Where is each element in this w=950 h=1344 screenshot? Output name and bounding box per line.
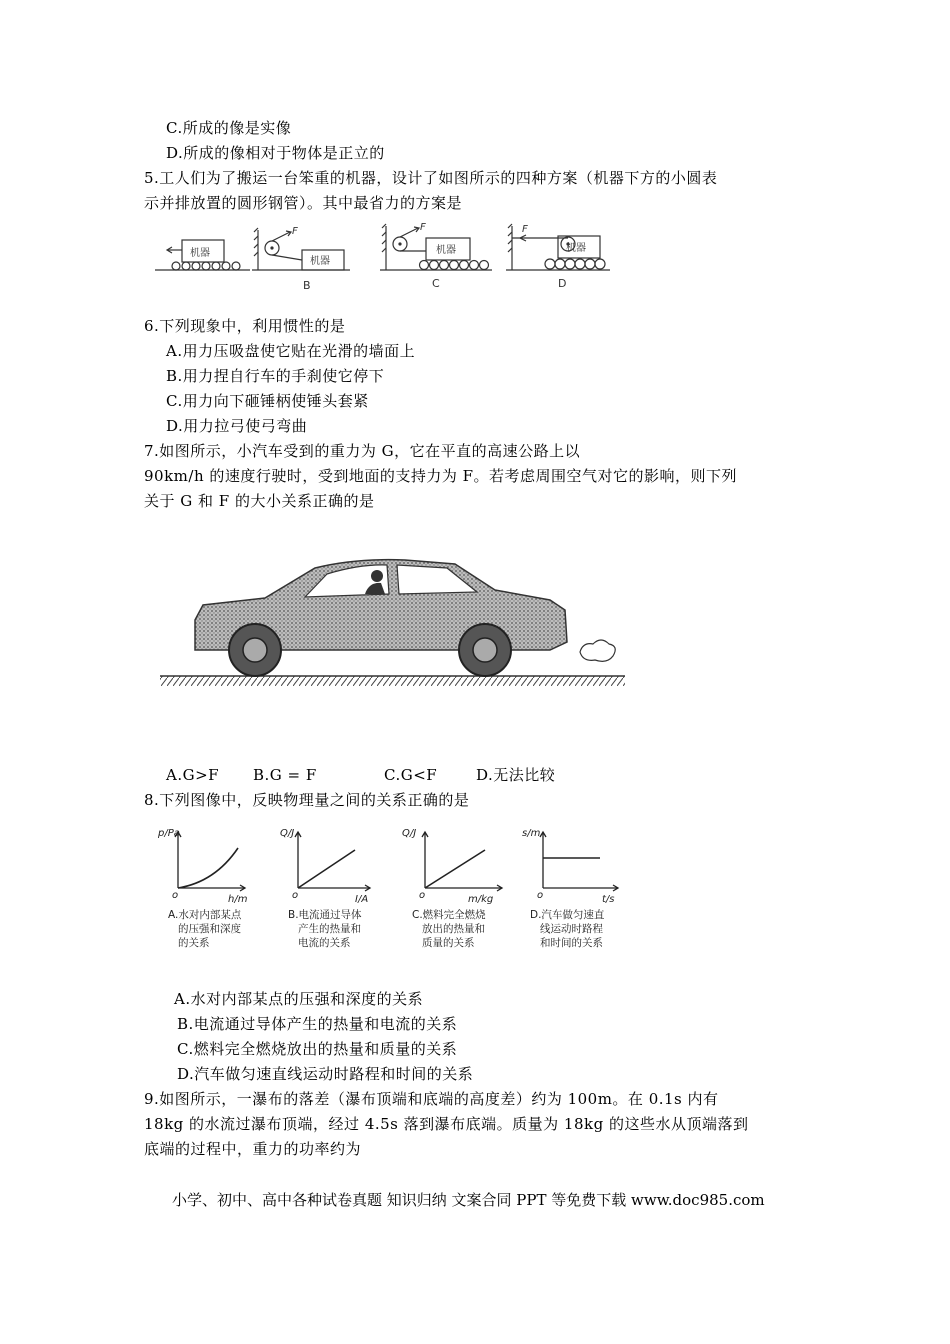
page-footer: 小学、初中、高中各种试卷真题 知识归纳 文案合同 PPT 等免费下载 www.doc985.com — [172, 1191, 765, 1209]
graph-c-origin: o — [419, 890, 426, 901]
q7-option-c: C.G<F — [384, 766, 438, 784]
q9-stem-line1: 9.如图所示，一瀑布的落差（瀑布顶端和底端的高度差）约为 100m。在 0.1s 内有 — [144, 1090, 719, 1108]
graph-d-caption-1: D.汽车做匀速直 — [530, 909, 605, 921]
q6-option-a: A.用力压吸盘使它贴在光滑的墙面上 — [166, 342, 416, 360]
q8-graphs — [150, 820, 630, 965]
q5-machine-label-a: 机器 — [190, 248, 210, 259]
q5-machine-label-d: 机器 — [566, 243, 586, 254]
q6-option-d: D.用力拉弓使弓弯曲 — [166, 417, 308, 435]
q8-option-a: A.水对内部某点的压强和深度的关系 — [174, 990, 424, 1008]
graph-a-caption-1: A.水对内部某点 — [168, 909, 242, 921]
q8-option-b: B.电流通过导体产生的热量和电流的关系 — [177, 1015, 458, 1033]
graph-a-caption-3: 的关系 — [178, 937, 210, 949]
graph-b-caption-3: 电流的关系 — [298, 937, 351, 949]
q7-option-b: B.G = F — [253, 766, 317, 784]
graph-d-caption-2: 线运动时路程 — [540, 923, 603, 935]
q4-option-c: C.所成的像是实像 — [166, 119, 292, 137]
graph-b-caption-2: 产生的热量和 — [298, 923, 361, 935]
graph-c-caption-2: 放出的热量和 — [422, 923, 485, 935]
graph-b-caption-1: B.电流通过导体 — [288, 909, 362, 921]
graph-b-ylabel: Q/J — [280, 828, 295, 839]
q8-option-c: C.燃料完全燃烧放出的热量和质量的关系 — [177, 1040, 458, 1058]
q7-stem-line1: 7.如图所示，小汽车受到的重力为 G，它在平直的高速公路上以 — [144, 442, 581, 460]
graph-b-xlabel: I/A — [355, 894, 369, 905]
q9-stem-line3: 底端的过程中，重力的功率约为 — [144, 1140, 362, 1158]
q5-machine-label-c: 机器 — [436, 245, 456, 256]
q7-stem-line3: 关于 G 和 F 的大小关系正确的是 — [144, 492, 375, 510]
graph-d-origin: o — [537, 890, 544, 901]
q5-stem-line2: 示并排放置的圆形钢管）。其中最省力的方案是 — [144, 194, 463, 212]
q5-figure — [140, 218, 620, 298]
graph-c-ylabel: Q/J — [402, 828, 417, 839]
q7-stem-line2: 90km/h 的速度行驶时，受到地面的支持力为 F。若考虑周围空气对它的影响，则下列 — [144, 467, 738, 485]
q7-option-a: A.G>F — [166, 766, 220, 784]
q9-stem-line2: 18kg 的水流过瀑布顶端，经过 4.5s 落到瀑布底端。质量为 18kg 的这些水从顶端落到 — [144, 1115, 749, 1133]
q8-option-d: D.汽车做匀速直线运动时路程和时间的关系 — [177, 1065, 474, 1083]
graph-d-ylabel: s/m — [522, 828, 541, 839]
q6-stem: 6.下列现象中，利用惯性的是 — [144, 317, 346, 335]
q5-force-label-c: F — [420, 222, 426, 233]
graph-c-xlabel: m/kg — [468, 894, 494, 905]
graph-c-caption-1: C.燃料完全燃烧 — [412, 909, 486, 921]
q5-force-label-b: F — [292, 226, 298, 237]
q5-label-b: B — [303, 279, 311, 292]
graph-a-xlabel: h/m — [228, 894, 248, 905]
q6-option-c: C.用力向下砸锤柄使锤头套紧 — [166, 392, 369, 410]
q5-force-label-d: F — [522, 224, 528, 235]
graph-a-origin: o — [172, 890, 179, 901]
q5-label-c: C — [432, 277, 440, 290]
car-illustration — [155, 550, 630, 710]
q6-option-b: B.用力捏自行车的手刹使它停下 — [166, 367, 385, 385]
q7-option-d: D.无法比较 — [476, 766, 556, 784]
graph-d-caption-3: 和时间的关系 — [540, 937, 603, 949]
q5-stem-line1: 5.工人们为了搬运一台笨重的机器，设计了如图所示的四种方案（机器下方的小圆表 — [144, 169, 718, 187]
q5-label-d: D — [558, 277, 567, 290]
q5-machine-label-b: 机器 — [310, 256, 330, 267]
graph-d-xlabel: t/s — [602, 894, 615, 905]
q8-stem: 8.下列图像中，反映物理量之间的关系正确的是 — [144, 791, 470, 809]
graph-c-caption-3: 质量的关系 — [422, 937, 475, 949]
graph-a-ylabel: p/Pa — [158, 828, 180, 839]
q4-option-d: D.所成的像相对于物体是正立的 — [166, 144, 385, 162]
graph-a-caption-2: 的压强和深度 — [178, 923, 241, 935]
graph-b-origin: o — [292, 890, 299, 901]
